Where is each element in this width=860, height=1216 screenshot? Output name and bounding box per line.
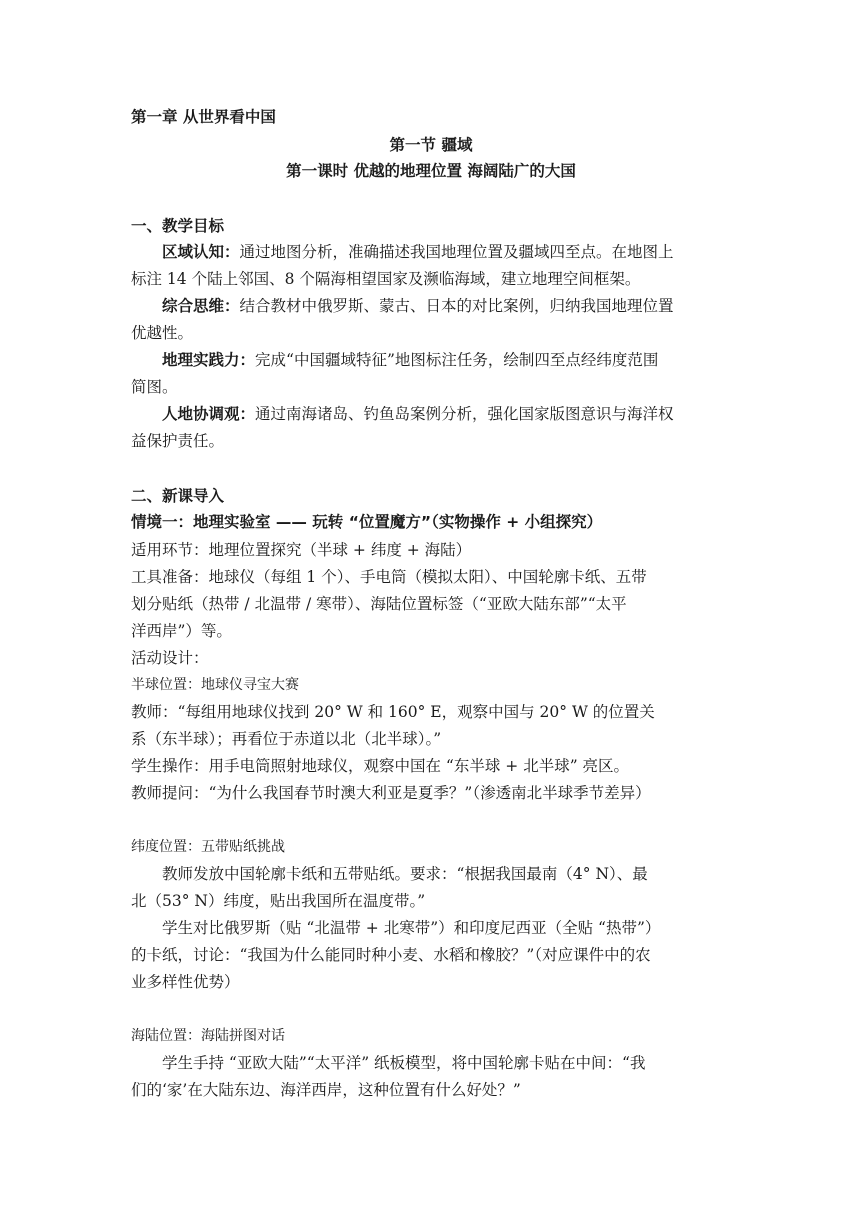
hemisphere-question: 教师提问：“为什么我国春节时澳大利亚是夏季？”（渗透南北半球季节差异） [131, 784, 651, 802]
objectives-heading: 一、教学目标 [131, 217, 225, 235]
hemisphere-student: 学生操作：用手电筒照射地球仪，观察中国在 “东半球 + 北半球” 亮区。 [131, 757, 630, 775]
chapter-title: 第一章 从世界看中国 [131, 108, 276, 126]
objective-text: 通过地图分析，准确描述我国地理位置及疆域四至点。在地图上 [239, 243, 674, 261]
tools-line: 划分贴纸（热带 / 北温带 / 寒带）、海陆位置标签（“亚欧大陆东部”“太平 [131, 595, 627, 613]
applicable-stage: 适用环节：地理位置探究（半球 + 纬度 + 海陆） [131, 541, 472, 559]
objective-label: 地理实践力： [162, 351, 256, 369]
objective-text: 通过南海诸岛、钓鱼岛案例分析，强化国家版图意识与海洋权 [255, 405, 674, 423]
latitude-paragraph: 业多样性优势） [131, 973, 240, 991]
objective-text-cont: 简图。 [131, 378, 178, 396]
intro-heading: 二、新课导入 [131, 487, 225, 505]
latitude-paragraph: 教师发放中国轮廓卡纸和五带贴纸。要求：“根据我国最南（4° N）、最 [162, 865, 648, 883]
objective-text-cont: 优越性。 [131, 324, 194, 342]
scenario-title: 情境一：地理实验室 —— 玩转 “位置魔方”（实物操作 + 小组探究） [131, 513, 603, 531]
objective-label: 区域认知： [162, 243, 240, 261]
lesson-title: 第一课时 优越的地理位置 海阔陆广的大国 [286, 162, 576, 180]
latitude-paragraph: 学生对比俄罗斯（贴 “北温带 + 北寒带”）和印度尼西亚（全贴 “热带”） [162, 919, 661, 937]
objective-text: 完成“中国疆域特征”地图标注任务，绘制四至点经纬度范围 [255, 351, 659, 369]
objective-text-cont: 标注 14 个陆上邻国、8 个隔海相望国家及濒临海域，建立地理空间框架。 [131, 270, 641, 288]
activity-label: 活动设计： [131, 649, 209, 667]
objective-harmony [162, 404, 731, 424]
landsea-title: 海陆位置：海陆拼图对话 [131, 1028, 285, 1044]
landsea-paragraph: 们的‘家’在大陆东边、海洋西岸，这种位置有什么好处？” [131, 1081, 521, 1099]
tools-line: 工具准备：地球仪（每组 1 个）、手电筒（模拟太阳）、中国轮廓卡纸、五带 [131, 568, 647, 586]
latitude-title: 纬度位置：五带贴纸挑战 [131, 839, 285, 855]
landsea-paragraph: 学生手持 “亚欧大陆”“太平洋” 纸板模型，将中国轮廓卡贴在中间：“我 [162, 1054, 646, 1072]
objective-region [162, 242, 731, 262]
objective-label: 人地协调观： [162, 405, 256, 423]
objective-label: 综合思维： [162, 297, 240, 315]
latitude-paragraph: 北（53° N）纬度，贴出我国所在温度带。” [131, 892, 426, 910]
objective-text-cont: 益保护责任。 [131, 432, 225, 450]
hemisphere-title: 半球位置：地球仪寻宝大赛 [131, 677, 299, 693]
objective-text: 结合教材中俄罗斯、蒙古、日本的对比案例，归纳我国地理位置 [239, 297, 674, 315]
objective-practice [162, 350, 731, 370]
objective-synthesis [162, 296, 731, 316]
section-title: 第一节 疆域 [389, 136, 473, 154]
hemisphere-teacher: 系（东半球）；再看位于赤道以北（北半球）。” [131, 730, 442, 748]
hemisphere-teacher: 教师：“每组用地球仪找到 20° W 和 160° E，观察中国与 20° W 的位置关 [131, 703, 655, 721]
latitude-paragraph: 的卡纸，讨论：“我国为什么能同时种小麦、水稻和橡胶？”（对应课件中的农 [131, 946, 651, 964]
tools-line: 洋西岸”）等。 [131, 622, 232, 640]
